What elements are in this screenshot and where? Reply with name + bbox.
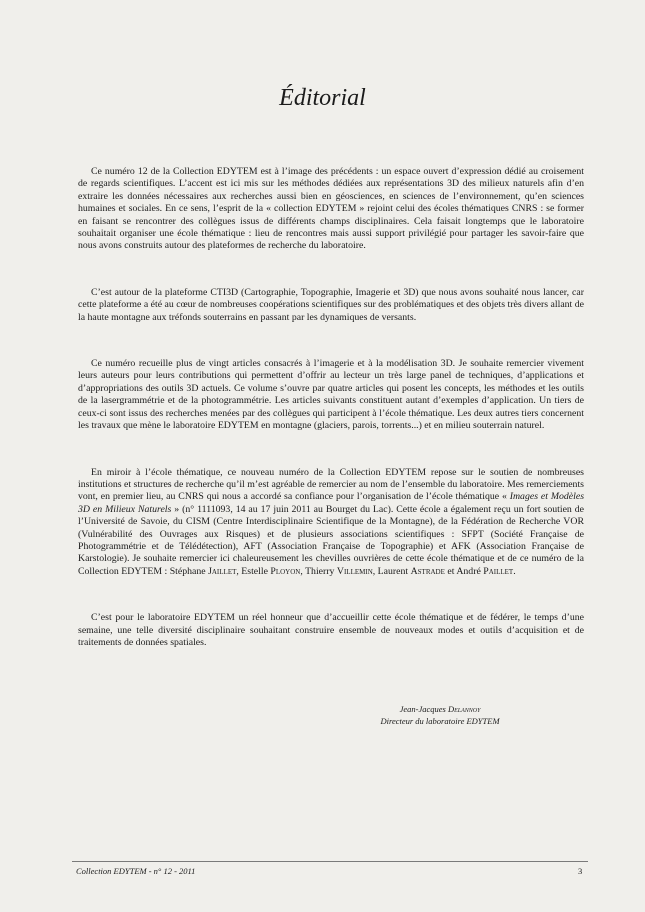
- paragraph-4: [78, 467, 584, 579]
- person-name: Astrade: [410, 565, 445, 577]
- signature-first-name: Jean-Jacques: [399, 704, 448, 714]
- footer-collection: Collection EDYTEM - n° 12 - 2011: [76, 866, 196, 876]
- person-name: Ployon: [270, 565, 301, 577]
- page-title: Éditorial: [279, 85, 366, 111]
- paragraph-3: Ce numéro recueille plus de vingt articles consacrés à l’imagerie et à la modélisation 3D. Je souhaite remercier vivement leurs auteurs pour leurs contributions qui permettent d’offrir au lecteur un très large panel de techniques, d’applications et d’appropriations des outils 3D actuels. Ce volume s’ouvre par quatre articles qui posent les concepts, les méthodes et les outils de la lasergrammétrie et de la photogrammétrie. Les articles suivants constituent autant d’exemples d’application. Un tiers de ceux-ci sont issus des recherches menées par des collègues qui participent à l’école thématique. Les deux autres tiers concernent les travaux que mène le laboratoire EDYTEM en montagne (glaciers, parois, torrents...) et en milieu souterrain naturel.: [78, 358, 584, 432]
- paragraph-1: Ce numéro 12 de la Collection EDYTEM est à l’image des précédents : un espace ouvert d’expression dédié au croisement de regards scientifiques. L’accent est ici mis sur les méthodes dédiées aux représentations 3D des milieux naturels afin d’en extraire les données nécessaires aux recherches aussi bien en géosciences, en sciences de l’environnement, qu’en sciences humaines et sociales. En ce sens, l’esprit de la « collection EDYTEM » rejoint celui des écoles thématiques CNRS : se former en faisant se rencontrer des collègues issus de différents champs disciplinaires. Cela faisait longtemps que le laboratoire souhaitait organiser une école thématique : lieu de rencontres mais aussi support privilégié pour partager les savoir-faire que nous avons construits autour des plateformes de recherche du laboratoire.: [78, 166, 584, 252]
- paragraph-4-text: En miroir à l’école thématique, ce nouveau numéro de la Collection EDYTEM repose sur le soutien de nombreuses institutions et structures de recherche qu’il m’est agréable de remercier au nom de l’ensemble du laboratoire. Mes remerciements vont, en premier lieu, au CNRS qui nous a accordé sa confiance pour l’organisation de l’école thématique «: [78, 466, 584, 503]
- separator: et André: [444, 565, 484, 577]
- signature: [300, 703, 580, 727]
- person-name: Paillet: [483, 565, 514, 577]
- paragraph-end: .: [513, 565, 516, 577]
- separator: , Estelle: [236, 565, 271, 577]
- person-name: Jaillet: [208, 565, 237, 577]
- signature-name: [300, 703, 580, 715]
- paragraph-5: C’est pour le laboratoire EDYTEM un réel honneur que d’accueillir cette école thématique et de fédérer, le temps d’une semaine, une telle diversité disciplinaire souhaitant construire ensemble de nouveaux modes et outils d’acquisition et de traitements de données spatiales.: [78, 612, 584, 648]
- person-name: Villemin: [336, 565, 373, 577]
- page-number: 3: [578, 866, 583, 876]
- paragraph-2: C’est autour de la plateforme CTI3D (Cartographie, Topographie, Imagerie et 3D) que nous avons souhaité nous lancer, car cette plateforme a été au cœur de nombreuses coopérations scientifiques sur des problématiques et des objets très divers allant de la haute montagne aux tréfonds souterrains en passant par les dynamiques de versants.: [78, 286, 584, 323]
- separator: , Thierry: [300, 565, 337, 577]
- editorial-body: [78, 166, 584, 649]
- footer-divider: [72, 861, 588, 862]
- separator: , Laurent: [372, 565, 411, 577]
- signature-last-name: Delannoy: [447, 704, 481, 714]
- school-title: Images et Modèles 3D en Milieux Naturels: [78, 491, 585, 515]
- paragraph-4-text: » (n° 1111093, 14 au 17 juin 2011 au Bourget du Lac). Cette école a également reçu un fort soutien de l’Université de Savoie, du CISM (Centre Interdisciplinaire Scientifique de la Montagne), de la Fédération de Recherche VOR (Vulnérabilité des Ouvrages aux Risques) et de plusieurs associations scientifiques : SFPT (Société Française de Photogrammétrie et de Télédétection), AFT (Association Française de Topographie) et AFK (Association Française de Karstologie). Je souhaite remercier ici chaleureusement les chevilles ouvrières de cette école thématique et de ce numéro de la Collection EDYTEM : Stéphane: [78, 503, 585, 577]
- signature-role: Directeur du laboratoire EDYTEM: [380, 716, 500, 726]
